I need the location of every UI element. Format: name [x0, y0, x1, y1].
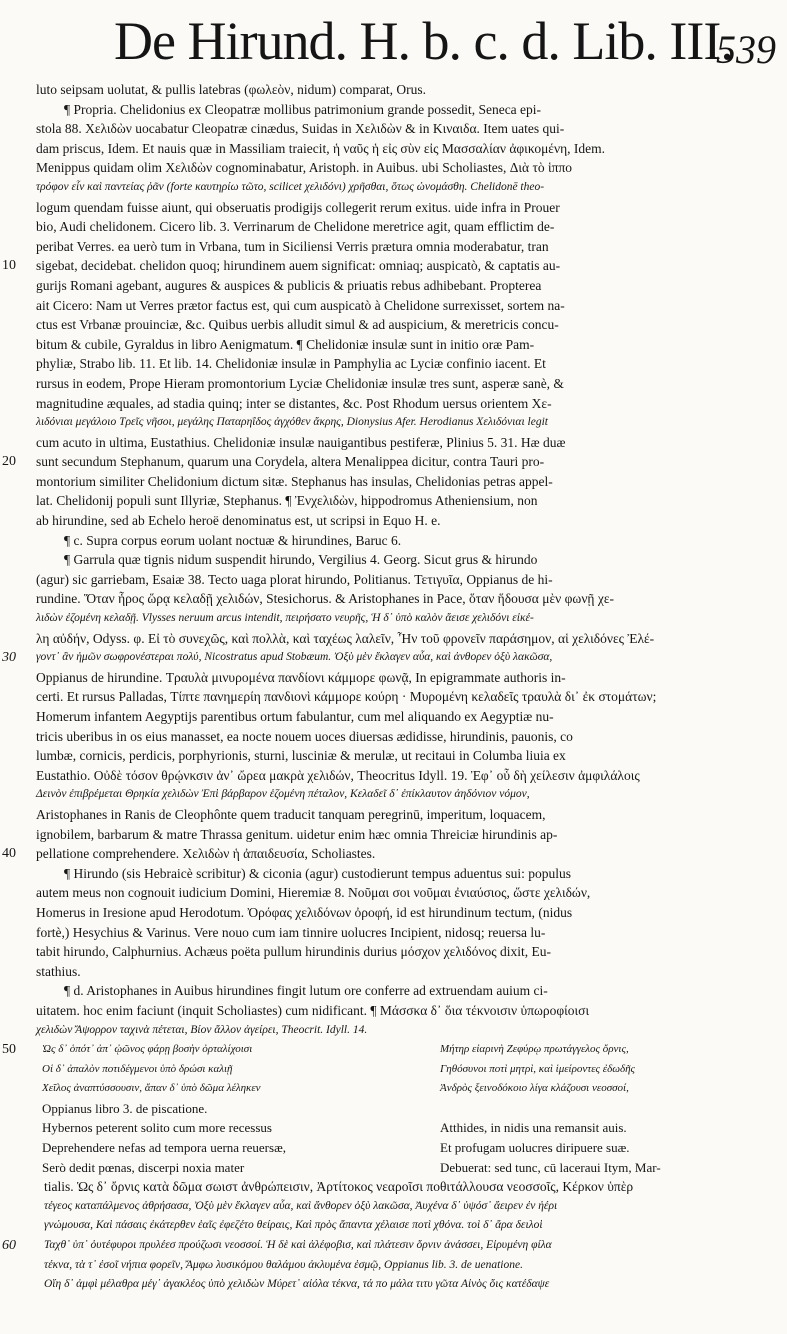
body-text: [2, 80, 770, 1295]
text-line: [36, 589, 770, 609]
line-text: tabit hirundo, Calphurnius. Achæus poëta pullum hirundinis durius μόσχον χελιδόνος dixit, Eu-: [36, 944, 552, 960]
line-text: sigebat, decidebat. chelidon quoq; hirundinem auem significat: omniaq; auspicatò, & captatis au-: [36, 258, 561, 274]
page-number: 539: [716, 27, 776, 72]
text-line: [36, 1177, 770, 1197]
line-text: Δεινὸν ἐπιβρέμεται Θρηκία χελιδὼν Ἐπὶ βάρβαρον ἑζομένη πέταλον, Κελαδεῖ δ᾽ ἐπίκλαυτον ἀηδόνιον νόμον,: [36, 788, 530, 801]
line-text: sunt secundum Stephanum, quarum una Corydela, altera Menalippea dicitur, contra Tauri pro-: [36, 454, 545, 470]
text-line: [36, 687, 770, 707]
text-line: [36, 785, 770, 805]
line-text: ab hirundine, sed ab Echelo heroë denominatus est, ut scripsi in Equo H. e.: [36, 513, 441, 529]
text-line: [36, 746, 770, 766]
line-text: rundine. Ὅταν ἦρος ὥρᾳ κελαδῇ χελιδών, Stesichorus. & Aristophanes in Pace, ὅταν ἥδουσα μὲν φωνῇ χε-: [36, 591, 615, 607]
line-text: Homerus in Iresione apud Herodotum. Ὀρόφας χελιδόνων ὀροφή, id est hirundinum tectum, (nidus: [36, 904, 573, 920]
line-text: τέκνα, τὰ τ᾽ ἐσοῖ νήπια φορεῖν, Ἄμφω λυσικόμου θαλάμου ἀκλυμένα ἑσμῷ, Oppianus lib. 3. de uenatione.: [44, 1258, 523, 1271]
line-text: lat. Chelidonij populi sunt Illyriæ, Stephanus. ¶ Ἐνχελιδὼν, hippodromus Atheniensium, non: [36, 493, 538, 509]
text-line: [36, 883, 770, 903]
line-text: montorium similiter Chelidonium dictum sitæ. Stephanus has insulas, Chelidonias petras appel-: [36, 473, 553, 489]
line-text: τρόφον εἶν καὶ παντείας ῥᾶν (forte καυτηρίω τῶτο, scilicet χελιδόνι) χρῆσθαι, ὅτως ὠνομάσθη. Chelidonē theo-: [36, 180, 545, 193]
line-text: bitum & cubile, Gyraldus in libro Aenigmatum. ¶ Chelidoniæ insulæ sunt in initio oræ Pam-: [36, 336, 535, 352]
line-text: pellatione comprehendere. Χελιδὼν ἡ ἀπαιδευσία, Scholiastes.: [36, 846, 376, 862]
line-text: phyliæ, Strabo lib. 11. Et lib. 14. Chelidoniæ insulæ in Pamphylia ac Lyciæ confinio iacent. Et: [36, 356, 546, 372]
line-text: rursus in eodem, Prope Hieram promontorium Lyciæ Chelidoniæ insulæ tres sunt, asperæ sanè, &: [36, 375, 564, 391]
text-line: [36, 942, 770, 962]
text-line: [36, 178, 770, 198]
text-line: [36, 570, 770, 590]
line-text: λιδὼν ἐζομένη κελαδῇ. Vlysses neruum arcus intendit, πειρήσατο νευρῆς, Ἡ δ᾽ ὑπὸ καλὸν ἄεισε χελιδόνι εἰκέ-: [36, 612, 534, 625]
text-line: [36, 158, 770, 178]
text-line: [2, 452, 770, 472]
text-line: [2, 256, 770, 276]
line-text: ignobilem, barbarum & matre Thrassa genitum. uidetur enim hæc omnia Threiciæ hirundinis ap-: [36, 826, 558, 842]
line-text: logum quendam fuisse aiunt, qui obseruatis prodigijs collegerit rerum exitus. uide infra in Prouer: [36, 199, 560, 215]
text-line: [36, 1021, 770, 1041]
text-line: [36, 394, 770, 414]
verse-line: [2, 1040, 770, 1060]
verse-left: Χεῖλος ἀναπτύσσουσιν, ἅπαν δ᾽ ὑπὸ δῶμα λέληκεν: [42, 1082, 261, 1095]
line-number: 50: [2, 1042, 16, 1058]
verse-left: Οἱ δ᾽ ἀπαλὸν ποτιδέγμενοι ὑπὸ δρώσι καλιῇ: [42, 1062, 233, 1075]
verse-right: Γηθόσυνοι ποτὶ μητρὶ, καὶ ἱμείροντες ἐδωδῆς: [440, 1062, 636, 1075]
line-text: cum acuto in ultima, Eustathius. Chelidoniæ insulæ nauigantibus pestiferæ, Plinius 5. 31. Hæ duæ: [36, 434, 566, 450]
verse-right: Ἀνδρὸς ξεινοδόκοιο λίγα κλάζουσι νεοσσοί,: [440, 1082, 629, 1095]
text-line: [36, 727, 770, 747]
text-line: [36, 1216, 770, 1236]
text-line: [36, 550, 770, 570]
verse-right: Debuerat: sed tunc, cū laceraui Itym, Mar-: [440, 1159, 661, 1175]
line-text: ¶ c. Supra corpus eorum uolant noctuæ & hirundines, Baruc 6.: [64, 532, 402, 548]
verse-left: Deprehendere nefas ad tempora uerna reuersæ,: [42, 1140, 286, 1156]
line-text: (agur) sic garriebam, Esaiæ 38. Tecto uaga plorat hirundo, Politianus. Τετιγυῖα, Oppianus de hi-: [36, 571, 553, 587]
page-header: [14, 8, 784, 86]
text-line: [36, 511, 770, 531]
line-text: tricis uberibus in os eius manasset, ea nocte nouem uoces diuersas ædidisse, hirundinis, pauonis, co: [36, 728, 573, 744]
text-line: [36, 629, 770, 649]
line-text: λη αὐδήν, Odyss. φ. Εἰ τὸ συνεχῶς, καὶ πολλὰ, καὶ ταχέως λαλεῖν, Ἦν τοῦ φρονεῖν παράσημον, αἱ χελιδόνες Ἐλέ-: [36, 630, 655, 646]
text-line: [36, 707, 770, 727]
line-text: τέγεος καταπάλμενος ἀθρήσασα, Ὀξὺ μὲν ἔκλαγεν αὖα, καὶ ἄνθορεν ὀξὺ λακῶσα, Ἀυχένα δ᾽ ὑψόσ᾽ ἄειρεν ἐν ἠέρι: [44, 1199, 558, 1212]
line-text: Οἵη δ᾽ ἀμφὶ μέλαθρα μέγ᾽ ἀγακλέος ὑπὸ χελιδὼν Μύρετ᾽ αἰόλα τέκνα, τά πο μάλα τιτυ γῶτα Αἰνὸς ὄις κατέδαψε: [44, 1278, 550, 1291]
text-line: [36, 962, 770, 982]
line-text: magnitudine æquales, ad stadia quinq; inter se distantes, &c. Post Rhodum uersus orientem Χε-: [36, 395, 552, 411]
line-text: bio, Audi chelidonem. Cicero lib. 3. Verrinarum de Chelidone meretrice agit, quam efflictim de-: [36, 219, 555, 235]
verse-right: Μήτηρ εἰαρινὴ Ζεφύρῳ πρωτάγγελος ὄρνις,: [440, 1043, 629, 1056]
text-line: [36, 80, 770, 100]
line-text: peribat Verres. ea uerò tum in Vrbana, tum in Siciliensi Verris prætura omnia moderabatur, tran: [36, 238, 549, 254]
text-line: [36, 315, 770, 335]
verse-line: [36, 1138, 770, 1158]
verse-line: [36, 1158, 770, 1178]
line-text: Eustathio. Οὐδὲ τόσον θρῴνκσιν ἀν᾽ ὤρεα μακρὰ χελιδών, Theocritus Idyll. 19. Ἐφ᾽ οὗ δὴ χείλεσιν ἀμφιλάλοις: [36, 767, 640, 783]
line-text: fortè,) Hesychius & Varinus. Vere nouo cum iam tinnire uolucres Incipient, nidosq; reuersa lu-: [36, 924, 546, 940]
text-line: [2, 1236, 770, 1256]
line-text: ctus est Vrbanæ prouinciæ, &c. Quibus uerbis alludit simul & ad auspicium, & meretricis concu-: [36, 317, 559, 333]
verse-left: Oppianus libro 3. de piscatione.: [42, 1100, 208, 1116]
text-line: [36, 413, 770, 433]
line-text: stola 88. Χελιδὼν uocabatur Cleopatræ cinædus, Suidas in Χελιδὼν & in Κιναιδα. Item uates qui-: [36, 121, 565, 137]
text-line: [36, 805, 770, 825]
line-text: ait Cicero: Nam ut Verres prætor factus est, qui cum auspicatò à Chelidone surrexisset, sortem na-: [36, 297, 565, 313]
text-line: [36, 609, 770, 629]
text-line: [36, 864, 770, 884]
line-text: lumbæ, cornicis, perdicis, porphyrionis, sturni, lusciniæ & merulæ, ut recitaui in Columba liuia ex: [36, 748, 566, 764]
line-text: Ταχθ᾽ ὑπ᾽ ὀυτέφυροι πρυλέεσ προύζωσι νεοσσοί. Ἡ δὲ καὶ ἀλέφοβισ, καὶ πλάτεσιν ὄρνιν ἀνάσσει, Εἰρυμένη φίλα: [44, 1239, 552, 1252]
text-line: [36, 1275, 770, 1295]
text-line: [36, 923, 770, 943]
text-line: [36, 198, 770, 218]
text-line: [36, 139, 770, 159]
verse-left: Serò dedit pœnas, discerpi noxia mater: [42, 1159, 245, 1175]
line-text: dam priscus, Idem. Et nauis quæ in Massiliam traiecit, ἡ ναῦς ἡ εἰς σὺν εἰς Μασσαλίαν ἀφικομένη, Idem.: [36, 140, 606, 156]
text-line: [36, 237, 770, 257]
line-number: 60: [2, 1238, 16, 1254]
text-line: [2, 648, 770, 668]
text-line: [36, 668, 770, 688]
line-text: ¶ d. Aristophanes in Auibus hirundines fingit lutum ore conferre ad extruendam auium ci-: [64, 983, 548, 999]
text-line: [36, 374, 770, 394]
verse-right: Et profugam uolucres diripuere suæ.: [440, 1140, 630, 1156]
line-text: γνώμουσα, Καὶ πάσαις ἐκάτερθεν ἑαῖς ἐφεζέτο θείραις, Καὶ πρὸς ἅπαντα χέλαισε ποτὶ χθόνα. τοὶ δ᾽ ἄρα δειλοὶ: [44, 1219, 543, 1232]
line-text: luto seipsam uolutat, & pullis latebras (φωλεὸν, nidum) comparat, Orus.: [36, 82, 427, 97]
line-text: ¶ Hirundo (sis Hebraicè scribitur) & ciconia (agur) custodierunt tempus aduentus sui: populus: [64, 865, 572, 881]
line-text: Menippus quidam olim Χελιδὼν cognominabatur, Aristoph. in Auibus. ubi Scholiastes, Διὰ τὸ ἱππο: [36, 160, 573, 176]
line-text: χελιδὼν Ἄψορρον ταχινὰ πέτεται, Βίον ἄλλον ἀγείρει, Theocrit. Idyll. 14.: [36, 1023, 368, 1036]
line-text: Oppianus de hirundine. Τραυλὰ μινυρομένα πανδίονι κάμμορε φωνᾷ, In epigrammate authoris in-: [36, 669, 566, 685]
verse-line: [36, 1118, 770, 1138]
text-line: [36, 354, 770, 374]
line-text: autem meus non cognouit iudicium Domini, Hieremiæ 8. Νοῦμαι σοι νοῦμαι ἐνιαύσιος, ὥστε χελιδών,: [36, 885, 591, 901]
text-line: [36, 531, 770, 551]
line-number: 40: [2, 846, 16, 862]
text-line: [36, 296, 770, 316]
line-text: Aristophanes in Ranis de Cleophônte quem traducit tanquam peregrinū, imperitum, loquacem,: [36, 806, 546, 822]
text-line: [36, 1256, 770, 1276]
text-line: [36, 1197, 770, 1217]
line-text: uitatem. hoc enim faciunt (inquit Scholiastes) cum nidificant. ¶ Μάσσκα δ᾽ ὅια τέκνοισιν ὑπωροφίοισι: [36, 1002, 590, 1018]
verse-line: [36, 1079, 770, 1099]
verse-right: Atthides, in nidis una remansit auis.: [440, 1120, 627, 1136]
text-line: [36, 217, 770, 237]
running-title: De Hirund. H. b. c. d. Lib. III.: [114, 11, 733, 71]
line-number: 30: [2, 650, 16, 666]
line-number: 20: [2, 454, 16, 470]
text-line: [2, 844, 770, 864]
text-line: [36, 433, 770, 453]
line-text: gurijs Romani agebant, augures & auspices & publicis & priuatis rebus adhibebant. Propterea: [36, 277, 542, 293]
line-text: certi. Et rursus Palladas, Τίπτε πανημερίη πανδιονὶ κάμμορε κούρη · Μυρομένη κελαδεῖς τραυλὰ δι᾽ ἐκ στομάτων;: [36, 689, 657, 705]
line-text: ¶ Garrula quæ tignis nidum suspendit hirundo, Vergilius 4. Georg. Sicut grus & hirundo: [64, 552, 538, 568]
text-line: [36, 766, 770, 786]
verse-left: Ὡς δ᾽ ὁπότ᾽ ἀπ᾽ ᾠῶνος φάρῃ βοσὴν ὀρταλίχοισι: [42, 1043, 253, 1056]
line-number: 10: [2, 258, 16, 274]
text-line: [36, 276, 770, 296]
text-line: [36, 825, 770, 845]
text-line: [36, 1001, 770, 1021]
text-line: [36, 491, 770, 511]
text-line: [36, 100, 770, 120]
text-line: [36, 335, 770, 355]
verse-line: [36, 1099, 770, 1119]
text-line: [36, 981, 770, 1001]
text-line: [36, 903, 770, 923]
text-line: [36, 472, 770, 492]
line-text: tialis. Ὡς δ᾽ ὄρνις κατὰ δῶμα σωιστ ἀνθρώπεισιν, Ἀρτίτοκος νεαροῖσι ποθιτάλλουσα νεοσσοῖς, Κέρκον ὑπὲρ: [44, 1179, 634, 1195]
line-text: ¶ Propria. Chelidonius ex Cleopatræ mollibus patrimonium grande possedit, Seneca epi-: [64, 101, 542, 117]
line-text: γοντ᾽ ἂν ἡμῶν σωφρονέστεραι πολύ, Nicostratus apud Stobæum. Ὀξὺ μὲν ἔκλαγεν αὖα, καὶ ἀνθορεν ὀξὺ λακῶσα,: [36, 651, 553, 664]
verse-left: Hybernos peterent solito cum more recessus: [42, 1120, 272, 1136]
text-line: [36, 119, 770, 139]
line-text: Homerum infantem Aegyptijs parentibus ortum fabulantur, cum mel aliquando ex Aegyptiæ nu-: [36, 709, 554, 724]
verse-line: [36, 1060, 770, 1080]
line-text: stathius.: [36, 963, 81, 979]
line-text: λιδόνιαι μεγάλοιο Τρεῖς νῆσοι, μεγάλης Παταρηΐδος ἀγχόθεν ἄκρης, Dionysius Afer. Herodianus Χελιδόνιαι legit: [36, 416, 548, 429]
